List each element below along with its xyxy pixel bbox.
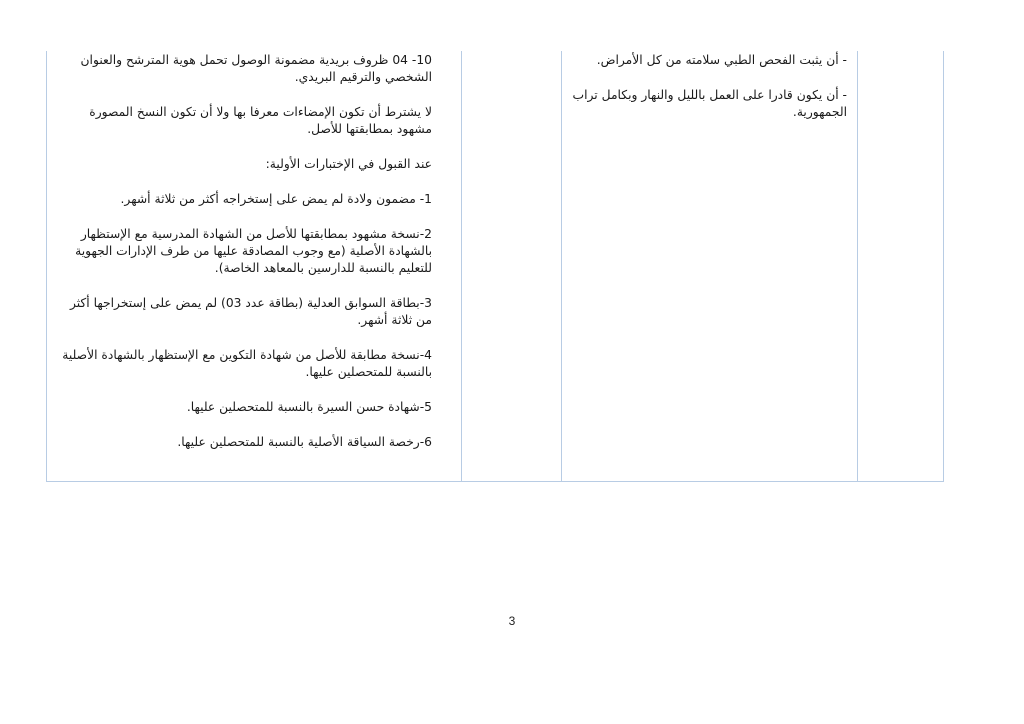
condition-availability: - أن يكون قادرا على العمل بالليل والنهار وبكامل تراب الجمهورية. [572,88,847,119]
doc-paragraph-signatures-note: لا يشترط أن تكون الإمضاءات معرفا بها ولا أن تكون النسخ المصورة مشهود بمطابقتها للأصل. [89,105,432,136]
doc-item-driving-license: 6-رخصة السياقة الأصلية بالنسبة للمتحصلين عليها. [177,435,432,449]
condition-medical-exam: - أن يثبت الفحص الطبي سلامته من كل الأمراض. [596,53,847,67]
column-divider-1 [461,51,462,482]
doc-item-criminal-record: 3-بطاقة السوابق العدلية (بطاقة عدد 03) لم يمض على إستخراجها أكثر من ثلاثة أشهر. [69,296,432,327]
column-divider-2 [561,51,562,482]
doc-paragraph-admission-heading: عند القبول في الإختبارات الأولية: [265,157,432,171]
doc-item-good-conduct: 5-شهادة حسن السيرة بالنسبة للمتحصلين عليها. [186,400,432,414]
doc-item-training-certificate: 4-نسخة مطابقة للأصل من شهادة التكوين مع الإستظهار بالشهادة الأصلية بالنسبة للمتحصلين عليها. [62,348,432,379]
documents-cell [58,52,432,451]
doc-item-birth-certificate: 1- مضمون ولادة لم يمض على إستخراجه أكثر من ثلاثة أشهر. [120,192,432,206]
page-number: 3 [508,614,516,628]
conditions-cell [567,52,847,121]
column-divider-3 [857,51,858,482]
doc-item-school-certificate: 2-نسخة مشهود بمطابقتها للأصل من الشهادة المدرسية مع الإستظهار بالشهادة الأصلية (مع وجوب المصادقة عليها من طرف الإدارات الجهوية للتعليم بالنسبة للدارسين بالمعاهد الخاصة). [75,227,432,275]
doc-paragraph-envelopes: 10- 04 ظروف بريدية مضمونة الوصول تحمل هوية المترشح والعنوان الشخصي والترقيم البريدي. [80,53,432,84]
